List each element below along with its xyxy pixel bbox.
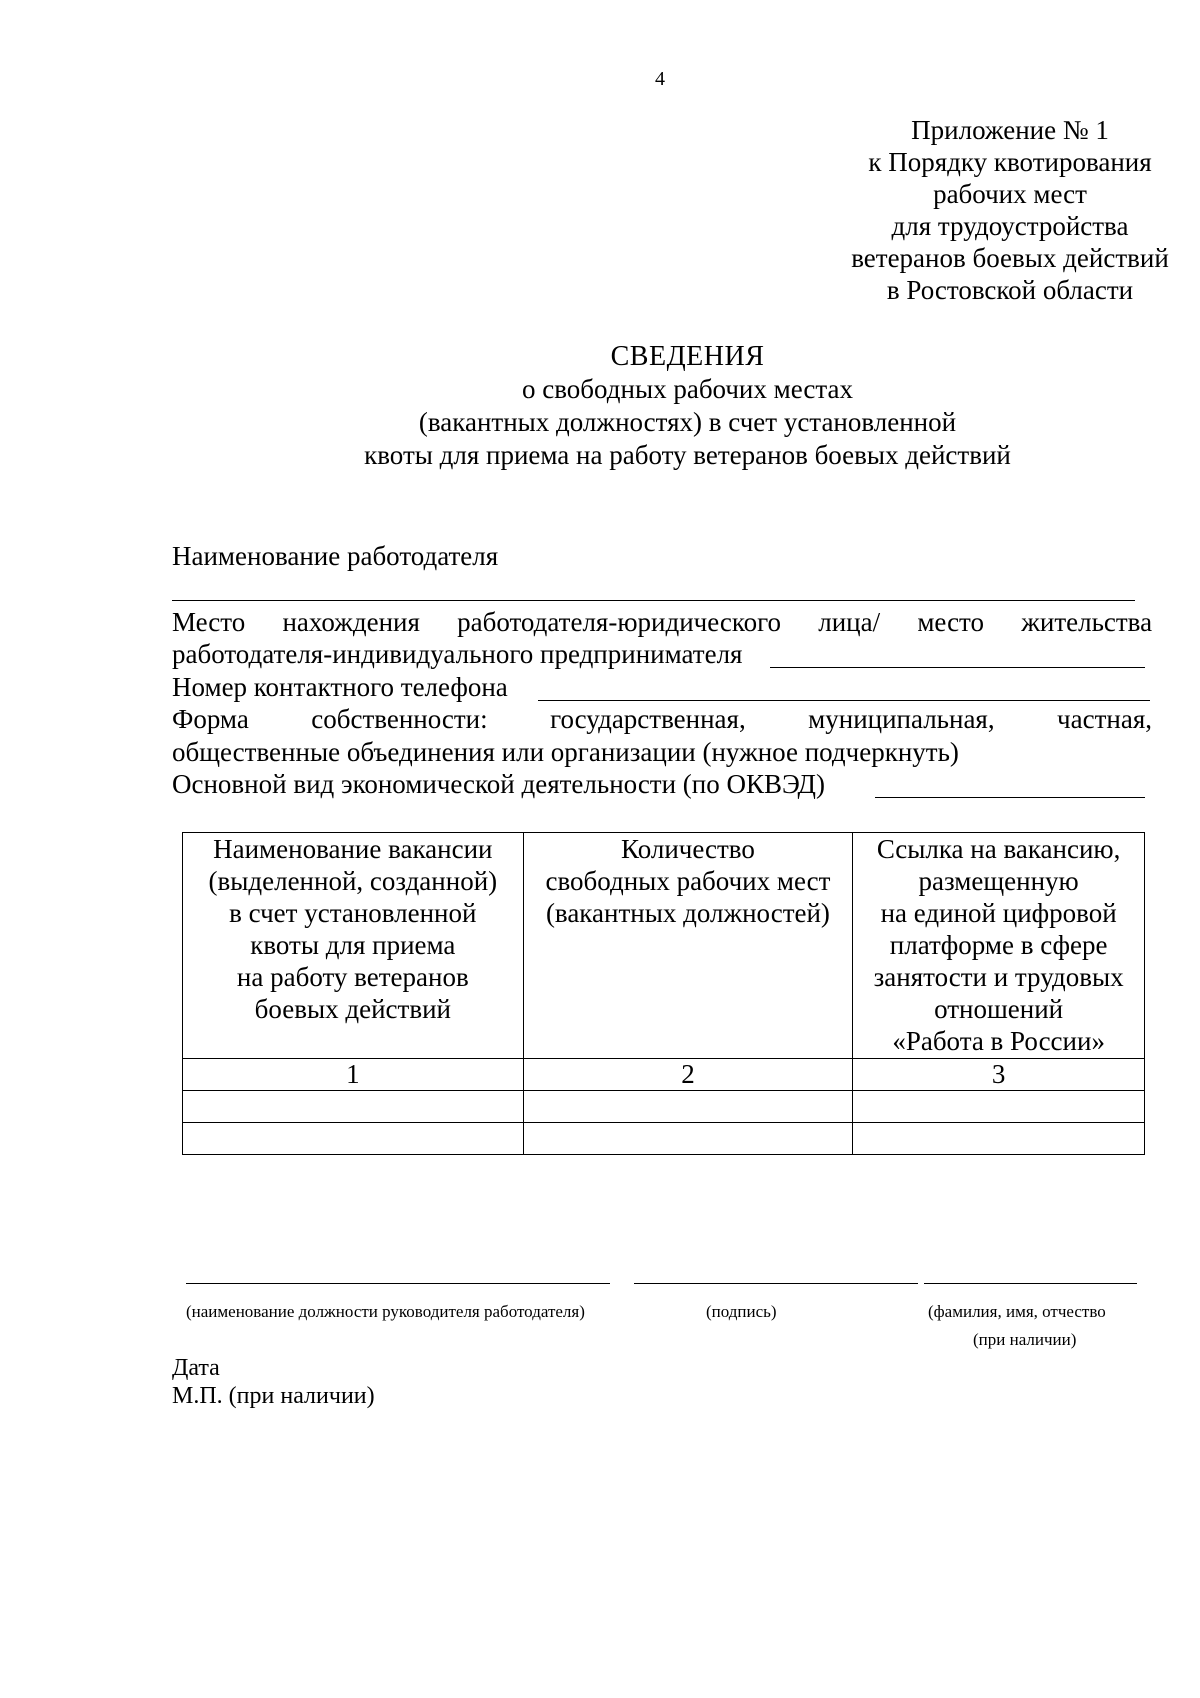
appendix-line: Приложение № 1 <box>911 115 1109 145</box>
appendix-line: для трудоустройства <box>891 211 1129 241</box>
ownership-line-1: Форма собственности: государственная, муниципальная, частная, <box>172 704 1152 734</box>
position-signature-line[interactable] <box>186 1283 610 1284</box>
column-number: 2 <box>523 1059 853 1091</box>
appendix-line: ветеранов боевых действий <box>851 243 1169 273</box>
table-header-row <box>183 833 1145 1059</box>
table-row <box>183 1091 1145 1123</box>
appendix-line: в Ростовской области <box>886 275 1134 305</box>
activity-label: Основной вид экономической деятельности (по ОКВЭД) <box>172 769 825 799</box>
name-label-suffix: (при наличии) <box>973 1330 1077 1349</box>
signature-line[interactable] <box>634 1283 918 1284</box>
signature-label: (подпись) <box>706 1302 777 1321</box>
table-cell[interactable] <box>183 1123 524 1155</box>
table-number-row <box>183 1059 1145 1091</box>
ownership-line-2: общественные объединения или организации (нужное подчеркнуть) <box>172 737 959 767</box>
phone-label: Номер контактного телефона <box>172 672 508 702</box>
employer-name-field[interactable] <box>172 600 1135 601</box>
name-label: (фамилия, имя, отчество <box>928 1302 1106 1321</box>
table-cell[interactable] <box>523 1123 853 1155</box>
title-line: (вакантных должностях) в счет установленной <box>418 407 957 437</box>
location-line-1: Место нахождения работодателя-юридического лица/ место жительства <box>172 607 1153 637</box>
employer-name-label: Наименование работодателя <box>172 541 499 571</box>
location-line-2: работодателя-индивидуального предпринимателя <box>172 639 743 669</box>
title-line: о свободных рабочих местах <box>522 374 853 404</box>
location-field[interactable] <box>770 667 1145 668</box>
header-vacancy-name: Наименование вакансии (выделенной, созданной) в счет установленной квоты для приема на работу ветеранов боевых действий <box>183 833 524 1059</box>
date-label: Дата <box>172 1355 220 1381</box>
appendix-line: к Порядку квотирования <box>868 147 1152 177</box>
title-heading: СВЕДЕНИЯ <box>610 341 765 372</box>
title-line: квоты для приема на работу ветеранов боевых действий <box>364 440 1011 470</box>
name-signature-line[interactable] <box>924 1283 1137 1284</box>
appendix-line: рабочих мест <box>933 179 1087 209</box>
header-vacancy-count: Количество свободных рабочих мест (вакантных должностей) <box>523 833 853 1059</box>
activity-field[interactable] <box>875 797 1145 798</box>
document-title <box>300 340 1075 472</box>
appendix-header <box>790 114 1200 306</box>
table-cell[interactable] <box>853 1123 1145 1155</box>
table-row <box>183 1123 1145 1155</box>
table-cell[interactable] <box>853 1091 1145 1123</box>
column-number: 3 <box>853 1059 1145 1091</box>
phone-field[interactable] <box>538 700 1150 701</box>
column-number: 1 <box>183 1059 524 1091</box>
table-cell[interactable] <box>523 1091 853 1123</box>
position-label: (наименование должности руководителя работодателя) <box>186 1302 585 1321</box>
table-cell[interactable] <box>183 1091 524 1123</box>
vacancy-table <box>182 832 1145 1155</box>
page-number: 4 <box>655 68 665 90</box>
stamp-label: М.П. (при наличии) <box>172 1383 375 1409</box>
header-vacancy-link: Ссылка на вакансию, размещенную на единой цифровой платформе в сфере занятости и трудовых отношений «Работа в России» <box>853 833 1145 1059</box>
